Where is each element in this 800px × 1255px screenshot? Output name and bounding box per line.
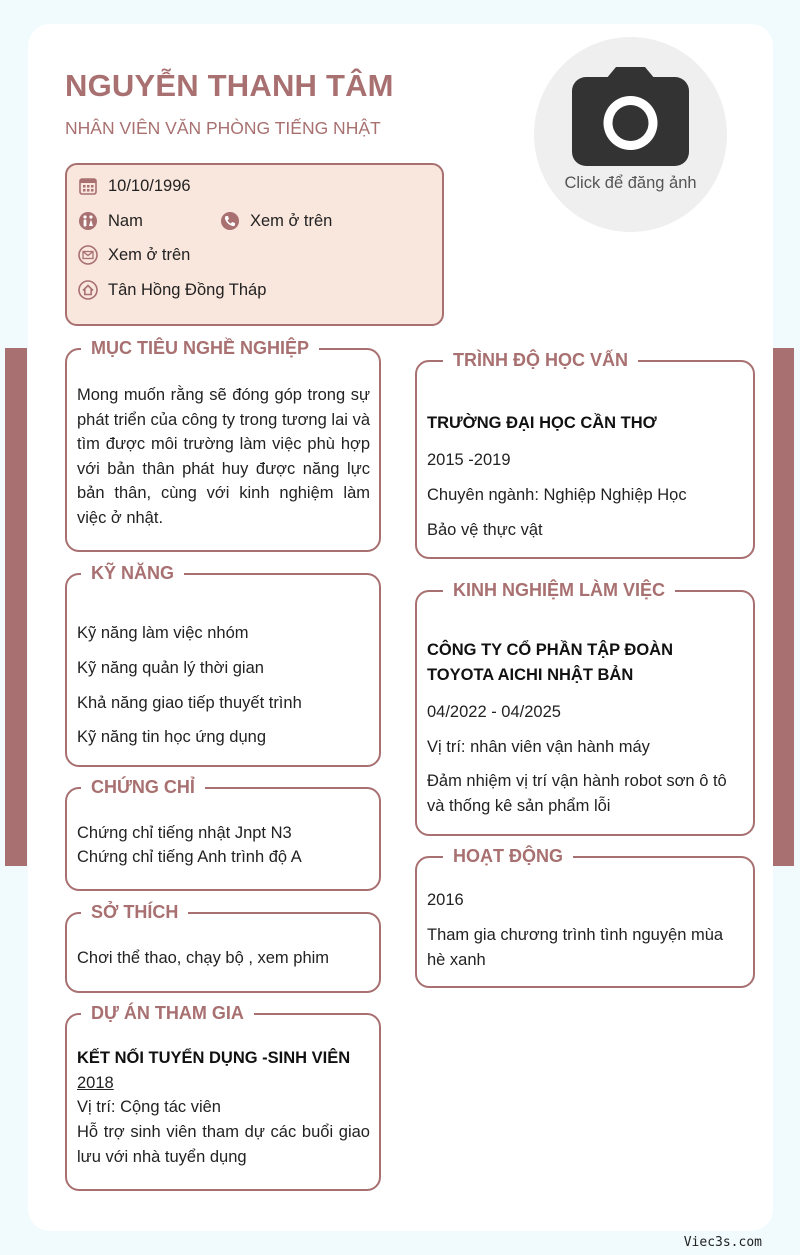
email-icon [78,245,98,265]
education-section [415,350,755,559]
gender-value: Nam [108,211,143,230]
experience-description[interactable]: Đảm nhiệm vị trí vận hành robot sơn ô tô và thống kê sản phẩm lỗi [427,772,727,815]
address-row[interactable] [78,280,266,300]
calendar-icon [78,176,98,196]
experience-position[interactable]: Vị trí: nhân viên vận hành máy [427,738,650,756]
education-period[interactable]: 2015 -2019 [427,451,511,469]
skill-item[interactable]: Kỹ năng làm việc nhóm [77,624,249,642]
education-major[interactable]: Chuyên ngành: Nghiệp Nghiệp Học [427,486,687,504]
phone-value: Xem ở trên [250,211,333,230]
email-row[interactable] [78,245,190,265]
certificates-section [65,777,381,891]
skill-item[interactable]: Kỹ năng tin học ứng dụng [77,728,267,746]
left-accent-band [5,348,27,866]
activities-title: HOẠT ĐỘNG [443,844,573,868]
education-detail[interactable]: Bảo vệ thực vật [427,521,543,539]
hobbies-text[interactable]: Chơi thể thao, chạy bộ , xem phim [77,949,330,967]
watermark: Viec3s.com [683,1235,762,1250]
gender-icon [78,211,98,231]
certificate-item[interactable]: Chứng chỉ tiếng Anh trình độ A [77,848,302,866]
birthday-row[interactable] [78,176,191,196]
projects-section [65,1003,381,1191]
hobbies-section [65,902,381,993]
candidate-role[interactable]: NHÂN VIÊN VĂN PHÒNG TIẾNG NHẬT [65,118,381,138]
experience-company-line2[interactable]: TOYOTA AICHI NHẬT BẢN [427,666,634,684]
experience-section [415,580,755,836]
experience-company-line1[interactable]: CÔNG TY CỔ PHẦN TẬP ĐOÀN [427,641,673,659]
address-value: Tân Hồng Đồng Tháp [108,280,267,299]
candidate-name[interactable]: NGUYỄN THANH TÂM [65,68,394,103]
project-description[interactable]: Hỗ trợ sinh viên tham dự các buổi giao lưu với nhà tuyển dụng [77,1123,370,1166]
experience-period[interactable]: 04/2022 - 04/2025 [427,703,561,721]
skills-section [65,563,381,767]
skill-item[interactable]: Kỹ năng quản lý thời gian [77,659,264,677]
project-name[interactable]: KẾT NỐI TUYỂN DỤNG -SINH VIÊN [77,1049,351,1067]
phone-icon [220,211,240,231]
home-icon [78,280,98,300]
camera-icon [572,65,689,166]
certificates-title: CHỨNG CHỈ [81,775,205,799]
objective-text[interactable]: Mong muốn rằng sẽ đóng góp trong sự phát triển của công ty trong tương lai và tìm được môi trường làm việc phù hợp với bản thân phát huy được năng lực bản thân, cùng với kinh nghiệm làm việc ở nhật. [77,386,370,527]
photo-upload[interactable] [534,37,727,232]
projects-title: DỰ ÁN THAM GIA [81,1001,254,1025]
certificate-item[interactable]: Chứng chỉ tiếng nhật Jnpt N3 [77,824,292,842]
project-position[interactable]: Vị trí: Cộng tác viên [77,1098,221,1116]
project-year[interactable]: 2018 [77,1074,114,1092]
phone-row[interactable] [220,211,332,231]
hobbies-title: SỞ THÍCH [81,900,188,924]
objective-section [65,338,381,552]
skill-item[interactable]: Khả năng giao tiếp thuyết trình [77,694,302,712]
right-accent-band [772,348,794,866]
skills-title: KỸ NĂNG [81,561,184,585]
gender-row[interactable] [78,211,143,231]
photo-upload-label: Click để đăng ảnh [564,174,697,192]
email-value: Xem ở trên [108,245,191,264]
activity-year[interactable]: 2016 [427,891,464,909]
contact-box [65,163,444,326]
activity-description[interactable]: Tham gia chương trình tình nguyện mùa hè xanh [427,926,724,969]
education-title: TRÌNH ĐỘ HỌC VẤN [443,348,638,372]
experience-title: KINH NGHIỆM LÀM VIỆC [443,578,675,602]
birthday-value: 10/10/1996 [108,176,191,195]
objective-title: MỤC TIÊU NGHỀ NGHIỆP [81,336,319,360]
education-school[interactable]: TRƯỜNG ĐẠI HỌC CẦN THƠ [427,414,657,432]
activities-section [415,846,755,988]
